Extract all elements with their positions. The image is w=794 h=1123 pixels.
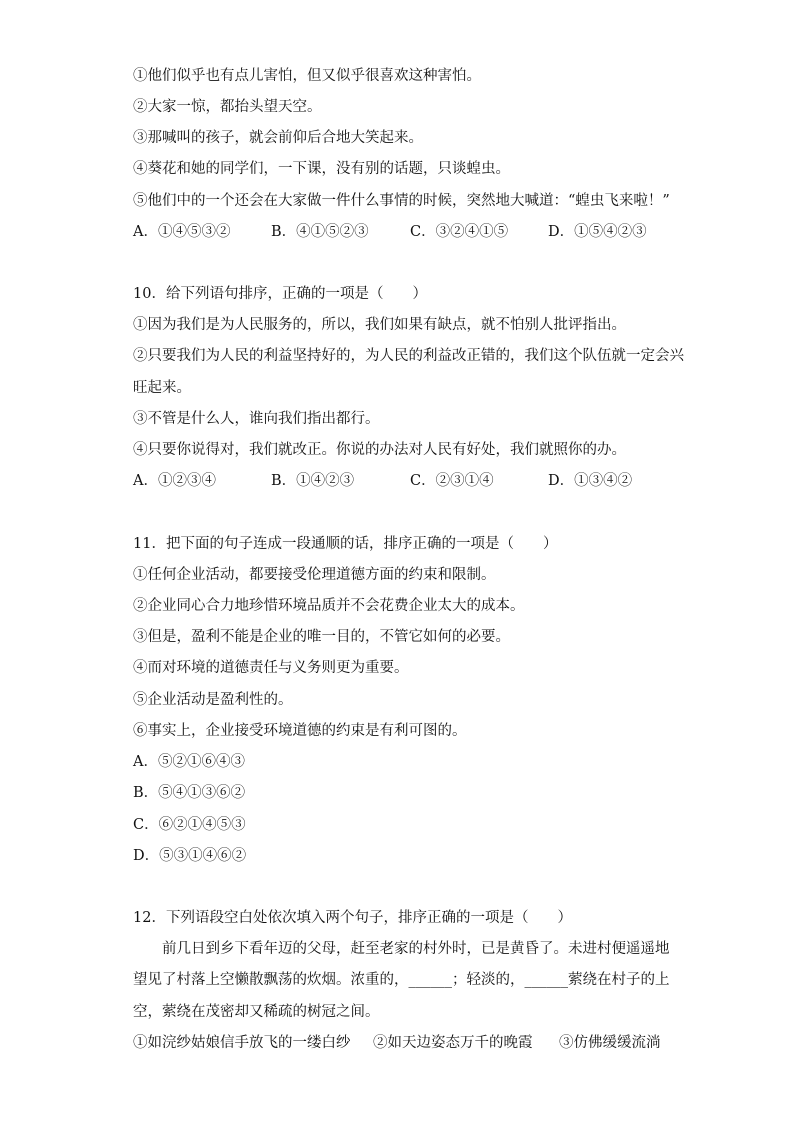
q9-item-4: ④葵花和她的同学们，一下课，没有别的话题，只谈蝗虫。 [133, 161, 510, 177]
q12-choice-1: ①如浣纱姑娘信手放飞的一缕白纱 [133, 1035, 351, 1051]
q11-item-2: ②企业同心合力地珍惜环境品质并不会花费企业太大的成本。 [133, 598, 525, 614]
q11-option-d: D．⑤③①④⑥② [133, 848, 247, 864]
q10-item-4: ④只要你说得对，我们就改正。你说的办法对人民有好处，我们就照你的办。 [133, 442, 626, 458]
q10-item-2-cont: 旺起来。 [133, 380, 191, 396]
q10-item-3: ③不管是什么人，谁向我们指出都行。 [133, 411, 380, 427]
q11-option-c: C．⑥②①④⑤③ [133, 817, 246, 833]
q10-option-b: B．①④②③ [271, 473, 355, 489]
q11-stem: 11．把下面的句子连成一段通顺的话，排序正确的一项是（ ） [133, 536, 558, 552]
q11-item-1: ①任何企业活动，都要接受伦理道德方面的约束和限制。 [133, 567, 496, 583]
q12-passage-line-2: 望见了村落上空懒散飘荡的炊烟。浓重的，______；轻淡的，______萦绕在村子的上 [133, 972, 670, 988]
q12-passage-line-3: 空，萦绕在茂密却又稀疏的树冠之间。 [133, 1004, 380, 1020]
q9-item-3: ③那喊叫的孩子，就会前仰后合地大笑起来。 [133, 130, 423, 146]
q9-item-5: ⑤他们中的一个还会在大家做一件什么事情的时候，突然地大喊道：“蝗虫飞来啦！” [133, 193, 670, 209]
q9-option-a: A．①④⑤③② [133, 224, 231, 240]
q9-item-1: ①他们似乎也有点儿害怕，但又似乎很喜欢这种害怕。 [133, 68, 481, 84]
q12-passage-line-1: 前几日到乡下看年迈的父母，赶至老家的村外时，已是黄昏了。未进村便遥遥地 [162, 941, 670, 957]
q9-option-d: D．①⑤④②③ [548, 224, 647, 240]
q10-item-1: ①因为我们是为人民服务的，所以，我们如果有缺点，就不怕别人批评指出。 [133, 317, 626, 333]
q11-item-6: ⑥事实上，企业接受环境道德的约束是有利可图的。 [133, 723, 467, 739]
q12-choice-3: ③仿佛缓缓流淌 [559, 1035, 661, 1051]
q10-stem: 10．给下列语句排序，正确的一项是（ ） [133, 286, 427, 302]
q11-item-3: ③但是，盈利不能是企业的唯一目的，不管它如何的必要。 [133, 629, 510, 645]
q12-choice-2: ②如天边姿态万千的晚霞 [373, 1035, 533, 1051]
q11-item-4: ④而对环境的道德责任与义务则更为重要。 [133, 660, 409, 676]
q10-option-a: A．①②③④ [133, 473, 216, 489]
q10-option-d: D．①③④② [548, 473, 633, 489]
q11-option-a: A．⑤②①⑥④③ [133, 754, 245, 770]
q11-item-5: ⑤企业活动是盈利性的。 [133, 692, 293, 708]
q10-option-c: C．②③①④ [410, 473, 494, 489]
q11-option-b: B．⑤④①③⑥② [133, 785, 246, 801]
q9-option-c: C．③②④①⑤ [410, 224, 509, 240]
q9-item-2: ②大家一惊，都抬头望天空。 [133, 99, 322, 115]
q10-item-2: ②只要我们为人民的利益坚持好的，为人民的利益改正错的，我们这个队伍就一定会兴 [133, 348, 684, 364]
q9-option-b: B．④①⑤②③ [271, 224, 369, 240]
q12-stem: 12．下列语段空白处依次填入两个句子，排序正确的一项是（ ） [133, 910, 572, 926]
